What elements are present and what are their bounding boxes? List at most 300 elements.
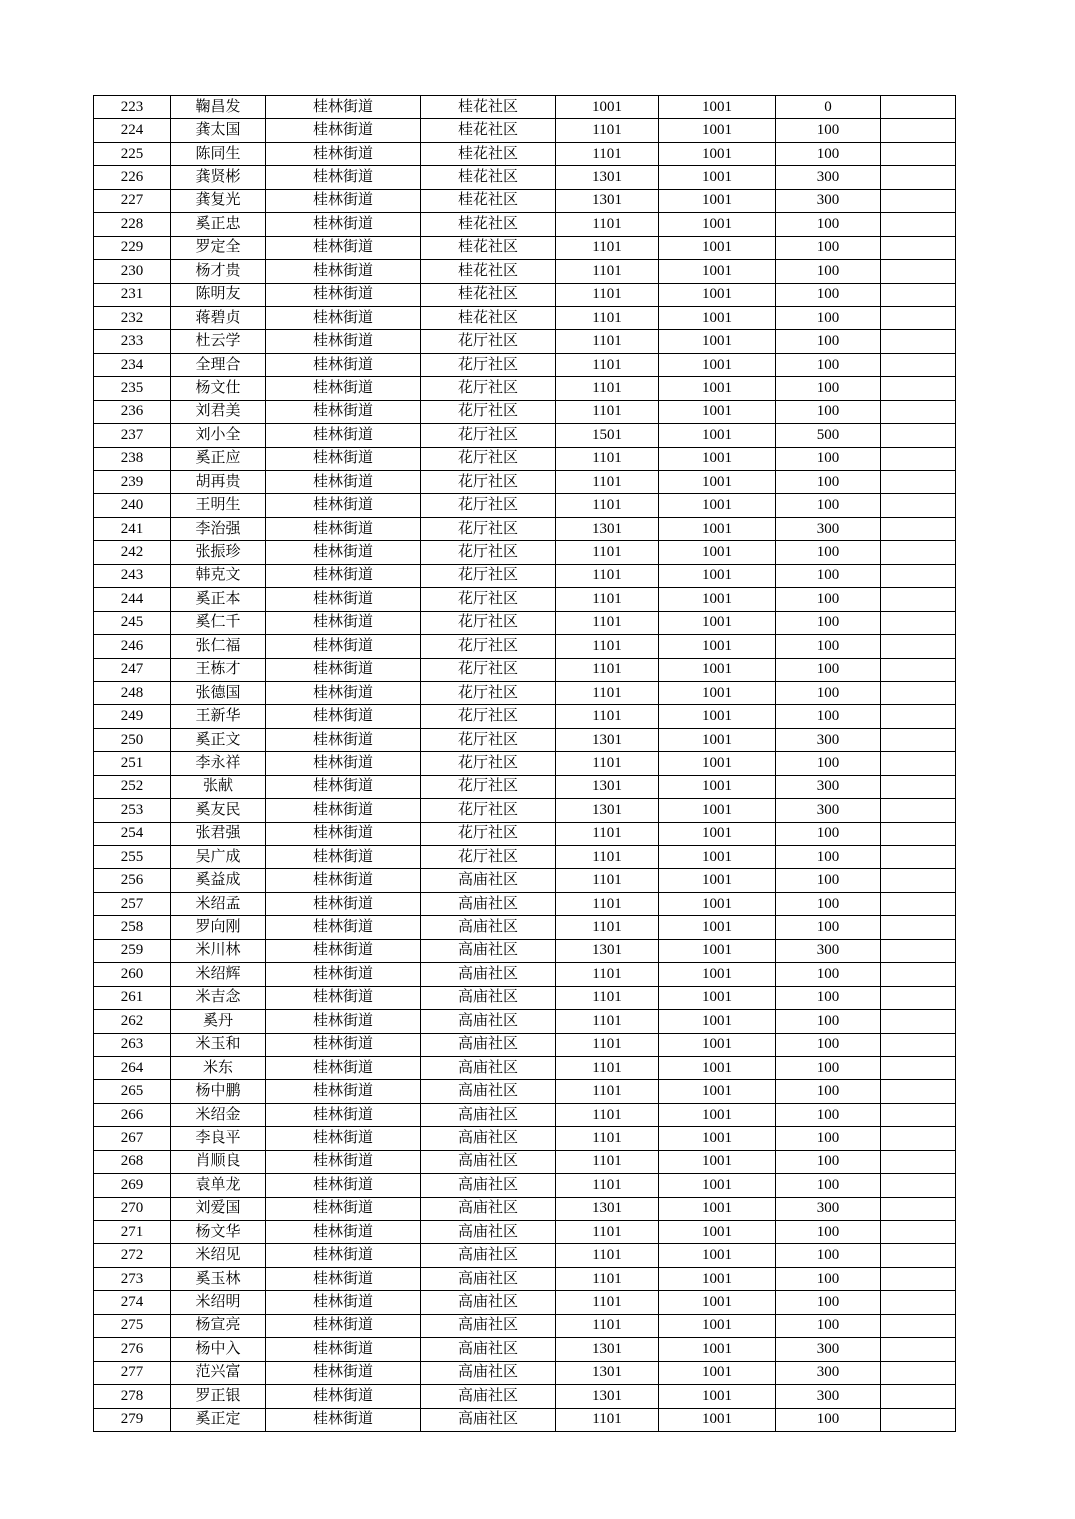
cell-index: 241 xyxy=(94,517,171,540)
cell-amount-1: 1101 xyxy=(556,541,659,564)
cell-name: 奚正定 xyxy=(171,1408,266,1432)
cell-amount-1: 1101 xyxy=(556,705,659,728)
cell-name: 韩克文 xyxy=(171,564,266,587)
cell-index: 244 xyxy=(94,588,171,611)
table-row xyxy=(94,471,956,494)
cell-street: 桂林街道 xyxy=(266,400,421,423)
cell-amount-3: 100 xyxy=(776,1244,881,1267)
cell-amount-3: 100 xyxy=(776,916,881,939)
table-row xyxy=(94,635,956,658)
cell-amount-3: 100 xyxy=(776,1150,881,1173)
cell-community: 花厅社区 xyxy=(421,822,556,845)
table-row xyxy=(94,517,956,540)
cell-amount-2: 1001 xyxy=(659,424,776,447)
cell-street: 桂林街道 xyxy=(266,424,421,447)
cell-note xyxy=(881,1314,956,1337)
cell-amount-2: 1001 xyxy=(659,400,776,423)
cell-index: 231 xyxy=(94,283,171,306)
cell-amount-1: 1101 xyxy=(556,1080,659,1103)
data-table xyxy=(93,95,956,1432)
cell-community: 桂花社区 xyxy=(421,119,556,142)
cell-amount-1: 1301 xyxy=(556,189,659,212)
cell-amount-1: 1101 xyxy=(556,471,659,494)
table-row xyxy=(94,939,956,962)
cell-note xyxy=(881,517,956,540)
cell-street: 桂林街道 xyxy=(266,752,421,775)
cell-index: 255 xyxy=(94,846,171,869)
cell-amount-1: 1101 xyxy=(556,1291,659,1314)
cell-amount-2: 1001 xyxy=(659,775,776,798)
cell-amount-1: 1101 xyxy=(556,1056,659,1079)
cell-amount-1: 1101 xyxy=(556,1150,659,1173)
cell-note xyxy=(881,283,956,306)
cell-community: 高庙社区 xyxy=(421,1150,556,1173)
cell-note xyxy=(881,330,956,353)
cell-index: 267 xyxy=(94,1127,171,1150)
cell-name: 奚正本 xyxy=(171,588,266,611)
cell-street: 桂林街道 xyxy=(266,166,421,189)
cell-name: 陈同生 xyxy=(171,142,266,165)
cell-index: 226 xyxy=(94,166,171,189)
cell-index: 262 xyxy=(94,1010,171,1033)
table-row xyxy=(94,1314,956,1337)
cell-amount-1: 1101 xyxy=(556,1314,659,1337)
cell-amount-1: 1101 xyxy=(556,119,659,142)
cell-index: 279 xyxy=(94,1408,171,1432)
cell-street: 桂林街道 xyxy=(266,1314,421,1337)
cell-note xyxy=(881,1361,956,1384)
cell-index: 235 xyxy=(94,377,171,400)
cell-amount-2: 1001 xyxy=(659,541,776,564)
cell-note xyxy=(881,822,956,845)
cell-amount-2: 1001 xyxy=(659,1056,776,1079)
cell-index: 253 xyxy=(94,799,171,822)
cell-amount-1: 1101 xyxy=(556,306,659,329)
cell-index: 227 xyxy=(94,189,171,212)
cell-note xyxy=(881,564,956,587)
cell-street: 桂林街道 xyxy=(266,283,421,306)
cell-amount-3: 100 xyxy=(776,330,881,353)
cell-community: 桂花社区 xyxy=(421,213,556,236)
table-row xyxy=(94,1385,956,1408)
cell-street: 桂林街道 xyxy=(266,236,421,259)
cell-amount-1: 1301 xyxy=(556,799,659,822)
table-body xyxy=(94,96,956,1432)
cell-amount-1: 1101 xyxy=(556,611,659,634)
cell-index: 258 xyxy=(94,916,171,939)
cell-name: 罗正银 xyxy=(171,1385,266,1408)
cell-note xyxy=(881,1338,956,1361)
cell-amount-2: 1001 xyxy=(659,377,776,400)
cell-name: 龚贤彬 xyxy=(171,166,266,189)
cell-amount-3: 300 xyxy=(776,775,881,798)
cell-note xyxy=(881,1150,956,1173)
cell-name: 米玉和 xyxy=(171,1033,266,1056)
cell-amount-3: 300 xyxy=(776,1361,881,1384)
table-row xyxy=(94,892,956,915)
cell-amount-3: 100 xyxy=(776,611,881,634)
cell-street: 桂林街道 xyxy=(266,1127,421,1150)
cell-community: 花厅社区 xyxy=(421,728,556,751)
cell-amount-3: 0 xyxy=(776,96,881,119)
cell-amount-2: 1001 xyxy=(659,681,776,704)
cell-amount-3: 300 xyxy=(776,189,881,212)
cell-amount-1: 1101 xyxy=(556,635,659,658)
cell-amount-2: 1001 xyxy=(659,1361,776,1384)
table-row xyxy=(94,846,956,869)
cell-amount-1: 1101 xyxy=(556,1408,659,1432)
cell-amount-1: 1101 xyxy=(556,822,659,845)
cell-name: 刘君美 xyxy=(171,400,266,423)
cell-amount-1: 1101 xyxy=(556,963,659,986)
cell-name: 张振珍 xyxy=(171,541,266,564)
cell-amount-3: 100 xyxy=(776,986,881,1009)
table-row xyxy=(94,1267,956,1290)
table-row xyxy=(94,705,956,728)
cell-amount-2: 1001 xyxy=(659,1338,776,1361)
cell-community: 桂花社区 xyxy=(421,166,556,189)
cell-community: 高庙社区 xyxy=(421,1103,556,1126)
cell-note xyxy=(881,447,956,470)
cell-community: 高庙社区 xyxy=(421,1033,556,1056)
cell-amount-2: 1001 xyxy=(659,1010,776,1033)
cell-index: 247 xyxy=(94,658,171,681)
cell-community: 高庙社区 xyxy=(421,1267,556,1290)
cell-community: 花厅社区 xyxy=(421,658,556,681)
cell-amount-1: 1301 xyxy=(556,728,659,751)
cell-amount-1: 1301 xyxy=(556,166,659,189)
cell-amount-2: 1001 xyxy=(659,166,776,189)
cell-amount-1: 1101 xyxy=(556,447,659,470)
cell-street: 桂林街道 xyxy=(266,963,421,986)
cell-amount-2: 1001 xyxy=(659,260,776,283)
cell-amount-2: 1001 xyxy=(659,96,776,119)
cell-index: 278 xyxy=(94,1385,171,1408)
cell-street: 桂林街道 xyxy=(266,869,421,892)
cell-community: 高庙社区 xyxy=(421,869,556,892)
cell-street: 桂林街道 xyxy=(266,564,421,587)
cell-note xyxy=(881,306,956,329)
cell-community: 花厅社区 xyxy=(421,799,556,822)
cell-amount-1: 1101 xyxy=(556,1103,659,1126)
cell-community: 高庙社区 xyxy=(421,892,556,915)
cell-name: 奚友民 xyxy=(171,799,266,822)
cell-name: 米绍金 xyxy=(171,1103,266,1126)
table-row xyxy=(94,1408,956,1432)
cell-index: 264 xyxy=(94,1056,171,1079)
cell-street: 桂林街道 xyxy=(266,635,421,658)
table-row xyxy=(94,1244,956,1267)
cell-index: 233 xyxy=(94,330,171,353)
cell-amount-1: 1101 xyxy=(556,681,659,704)
cell-community: 高庙社区 xyxy=(421,1127,556,1150)
cell-amount-1: 1101 xyxy=(556,892,659,915)
cell-name: 杨宣亮 xyxy=(171,1314,266,1337)
cell-amount-2: 1001 xyxy=(659,119,776,142)
cell-note xyxy=(881,1197,956,1220)
table-row xyxy=(94,494,956,517)
cell-index: 270 xyxy=(94,1197,171,1220)
cell-amount-2: 1001 xyxy=(659,752,776,775)
cell-street: 桂林街道 xyxy=(266,1244,421,1267)
cell-amount-2: 1001 xyxy=(659,588,776,611)
cell-street: 桂林街道 xyxy=(266,705,421,728)
table-row xyxy=(94,611,956,634)
cell-name: 米绍明 xyxy=(171,1291,266,1314)
cell-amount-1: 1301 xyxy=(556,775,659,798)
cell-street: 桂林街道 xyxy=(266,775,421,798)
cell-amount-2: 1001 xyxy=(659,1127,776,1150)
cell-amount-3: 100 xyxy=(776,353,881,376)
cell-note xyxy=(881,635,956,658)
cell-name: 王新华 xyxy=(171,705,266,728)
cell-name: 杨才贵 xyxy=(171,260,266,283)
cell-name: 张君强 xyxy=(171,822,266,845)
cell-community: 花厅社区 xyxy=(421,611,556,634)
cell-index: 254 xyxy=(94,822,171,845)
cell-amount-1: 1101 xyxy=(556,283,659,306)
cell-amount-1: 1101 xyxy=(556,353,659,376)
cell-amount-3: 100 xyxy=(776,471,881,494)
cell-note xyxy=(881,260,956,283)
cell-amount-3: 100 xyxy=(776,119,881,142)
cell-name: 李永祥 xyxy=(171,752,266,775)
cell-name: 奚玉林 xyxy=(171,1267,266,1290)
cell-name: 米绍辉 xyxy=(171,963,266,986)
cell-street: 桂林街道 xyxy=(266,1385,421,1408)
cell-street: 桂林街道 xyxy=(266,541,421,564)
cell-note xyxy=(881,1385,956,1408)
cell-note xyxy=(881,1033,956,1056)
cell-index: 275 xyxy=(94,1314,171,1337)
cell-index: 246 xyxy=(94,635,171,658)
cell-amount-3: 300 xyxy=(776,1385,881,1408)
cell-amount-2: 1001 xyxy=(659,471,776,494)
cell-street: 桂林街道 xyxy=(266,189,421,212)
cell-amount-3: 100 xyxy=(776,142,881,165)
cell-amount-1: 1301 xyxy=(556,517,659,540)
cell-amount-1: 1301 xyxy=(556,1361,659,1384)
cell-amount-3: 300 xyxy=(776,517,881,540)
table-row xyxy=(94,752,956,775)
cell-community: 高庙社区 xyxy=(421,1338,556,1361)
cell-note xyxy=(881,166,956,189)
table-row xyxy=(94,1197,956,1220)
cell-name: 张献 xyxy=(171,775,266,798)
cell-amount-2: 1001 xyxy=(659,213,776,236)
cell-note xyxy=(881,892,956,915)
cell-street: 桂林街道 xyxy=(266,142,421,165)
cell-note xyxy=(881,189,956,212)
cell-street: 桂林街道 xyxy=(266,1408,421,1432)
cell-name: 袁单龙 xyxy=(171,1174,266,1197)
cell-note xyxy=(881,1103,956,1126)
cell-amount-3: 100 xyxy=(776,1080,881,1103)
cell-community: 高庙社区 xyxy=(421,916,556,939)
cell-note xyxy=(881,142,956,165)
cell-community: 花厅社区 xyxy=(421,494,556,517)
table-row xyxy=(94,96,956,119)
table-row xyxy=(94,775,956,798)
cell-amount-1: 1101 xyxy=(556,1033,659,1056)
table-row xyxy=(94,1056,956,1079)
cell-street: 桂林街道 xyxy=(266,119,421,142)
table-row xyxy=(94,728,956,751)
cell-amount-2: 1001 xyxy=(659,353,776,376)
cell-amount-1: 1101 xyxy=(556,1127,659,1150)
cell-street: 桂林街道 xyxy=(266,799,421,822)
cell-name: 奚益成 xyxy=(171,869,266,892)
cell-amount-3: 100 xyxy=(776,1408,881,1432)
table-row xyxy=(94,822,956,845)
cell-index: 263 xyxy=(94,1033,171,1056)
cell-amount-1: 1101 xyxy=(556,377,659,400)
table-row xyxy=(94,213,956,236)
cell-community: 桂花社区 xyxy=(421,260,556,283)
table-row xyxy=(94,963,956,986)
cell-amount-2: 1001 xyxy=(659,916,776,939)
cell-note xyxy=(881,728,956,751)
cell-amount-2: 1001 xyxy=(659,1267,776,1290)
cell-index: 274 xyxy=(94,1291,171,1314)
cell-street: 桂林街道 xyxy=(266,1150,421,1173)
cell-street: 桂林街道 xyxy=(266,892,421,915)
cell-name: 杨中鹏 xyxy=(171,1080,266,1103)
cell-amount-3: 300 xyxy=(776,1197,881,1220)
cell-amount-2: 1001 xyxy=(659,494,776,517)
table-row xyxy=(94,236,956,259)
cell-amount-3: 100 xyxy=(776,635,881,658)
cell-name: 龚太国 xyxy=(171,119,266,142)
cell-street: 桂林街道 xyxy=(266,822,421,845)
cell-index: 272 xyxy=(94,1244,171,1267)
cell-note xyxy=(881,471,956,494)
cell-name: 米吉念 xyxy=(171,986,266,1009)
table-row xyxy=(94,283,956,306)
cell-community: 花厅社区 xyxy=(421,330,556,353)
cell-amount-3: 100 xyxy=(776,400,881,423)
cell-index: 259 xyxy=(94,939,171,962)
cell-amount-2: 1001 xyxy=(659,822,776,845)
cell-index: 229 xyxy=(94,236,171,259)
cell-street: 桂林街道 xyxy=(266,1080,421,1103)
cell-name: 奚正应 xyxy=(171,447,266,470)
cell-note xyxy=(881,1408,956,1432)
table-row xyxy=(94,1174,956,1197)
cell-index: 242 xyxy=(94,541,171,564)
cell-name: 刘爱国 xyxy=(171,1197,266,1220)
cell-amount-2: 1001 xyxy=(659,658,776,681)
table-row xyxy=(94,447,956,470)
cell-note xyxy=(881,1010,956,1033)
table-row xyxy=(94,166,956,189)
cell-amount-1: 1101 xyxy=(556,658,659,681)
cell-community: 高庙社区 xyxy=(421,1291,556,1314)
cell-index: 269 xyxy=(94,1174,171,1197)
cell-street: 桂林街道 xyxy=(266,306,421,329)
cell-community: 桂花社区 xyxy=(421,96,556,119)
cell-index: 250 xyxy=(94,728,171,751)
cell-street: 桂林街道 xyxy=(266,728,421,751)
cell-name: 杨文仕 xyxy=(171,377,266,400)
cell-community: 桂花社区 xyxy=(421,142,556,165)
cell-index: 261 xyxy=(94,986,171,1009)
cell-amount-1: 1301 xyxy=(556,1338,659,1361)
cell-community: 高庙社区 xyxy=(421,1221,556,1244)
cell-community: 花厅社区 xyxy=(421,353,556,376)
cell-index: 243 xyxy=(94,564,171,587)
cell-community: 花厅社区 xyxy=(421,447,556,470)
cell-street: 桂林街道 xyxy=(266,517,421,540)
table-row xyxy=(94,400,956,423)
cell-index: 257 xyxy=(94,892,171,915)
cell-index: 234 xyxy=(94,353,171,376)
cell-amount-3: 100 xyxy=(776,658,881,681)
cell-amount-3: 100 xyxy=(776,541,881,564)
cell-amount-2: 1001 xyxy=(659,1033,776,1056)
cell-index: 230 xyxy=(94,260,171,283)
cell-name: 吴广成 xyxy=(171,846,266,869)
cell-street: 桂林街道 xyxy=(266,260,421,283)
cell-note xyxy=(881,986,956,1009)
cell-street: 桂林街道 xyxy=(266,681,421,704)
cell-index: 273 xyxy=(94,1267,171,1290)
cell-amount-2: 1001 xyxy=(659,1291,776,1314)
cell-amount-2: 1001 xyxy=(659,1314,776,1337)
cell-street: 桂林街道 xyxy=(266,447,421,470)
cell-note xyxy=(881,119,956,142)
cell-name: 李治强 xyxy=(171,517,266,540)
cell-amount-2: 1001 xyxy=(659,306,776,329)
cell-street: 桂林街道 xyxy=(266,1033,421,1056)
cell-community: 高庙社区 xyxy=(421,1361,556,1384)
cell-community: 花厅社区 xyxy=(421,752,556,775)
cell-amount-3: 500 xyxy=(776,424,881,447)
cell-street: 桂林街道 xyxy=(266,588,421,611)
cell-amount-2: 1001 xyxy=(659,236,776,259)
cell-name: 杨文华 xyxy=(171,1221,266,1244)
cell-amount-1: 1301 xyxy=(556,1385,659,1408)
cell-index: 271 xyxy=(94,1221,171,1244)
cell-street: 桂林街道 xyxy=(266,1010,421,1033)
cell-amount-1: 1101 xyxy=(556,1244,659,1267)
cell-amount-3: 100 xyxy=(776,1174,881,1197)
cell-index: 252 xyxy=(94,775,171,798)
cell-street: 桂林街道 xyxy=(266,1103,421,1126)
cell-community: 高庙社区 xyxy=(421,1174,556,1197)
cell-community: 花厅社区 xyxy=(421,377,556,400)
table-row xyxy=(94,1033,956,1056)
cell-street: 桂林街道 xyxy=(266,471,421,494)
cell-community: 花厅社区 xyxy=(421,681,556,704)
cell-index: 239 xyxy=(94,471,171,494)
cell-amount-2: 1001 xyxy=(659,189,776,212)
cell-name: 胡再贵 xyxy=(171,471,266,494)
cell-street: 桂林街道 xyxy=(266,213,421,236)
cell-index: 237 xyxy=(94,424,171,447)
cell-index: 248 xyxy=(94,681,171,704)
table-row xyxy=(94,189,956,212)
table-row xyxy=(94,658,956,681)
cell-note xyxy=(881,377,956,400)
cell-street: 桂林街道 xyxy=(266,1056,421,1079)
cell-note xyxy=(881,1221,956,1244)
cell-amount-1: 1101 xyxy=(556,400,659,423)
cell-amount-2: 1001 xyxy=(659,611,776,634)
cell-community: 高庙社区 xyxy=(421,1080,556,1103)
cell-street: 桂林街道 xyxy=(266,1174,421,1197)
cell-amount-3: 100 xyxy=(776,681,881,704)
